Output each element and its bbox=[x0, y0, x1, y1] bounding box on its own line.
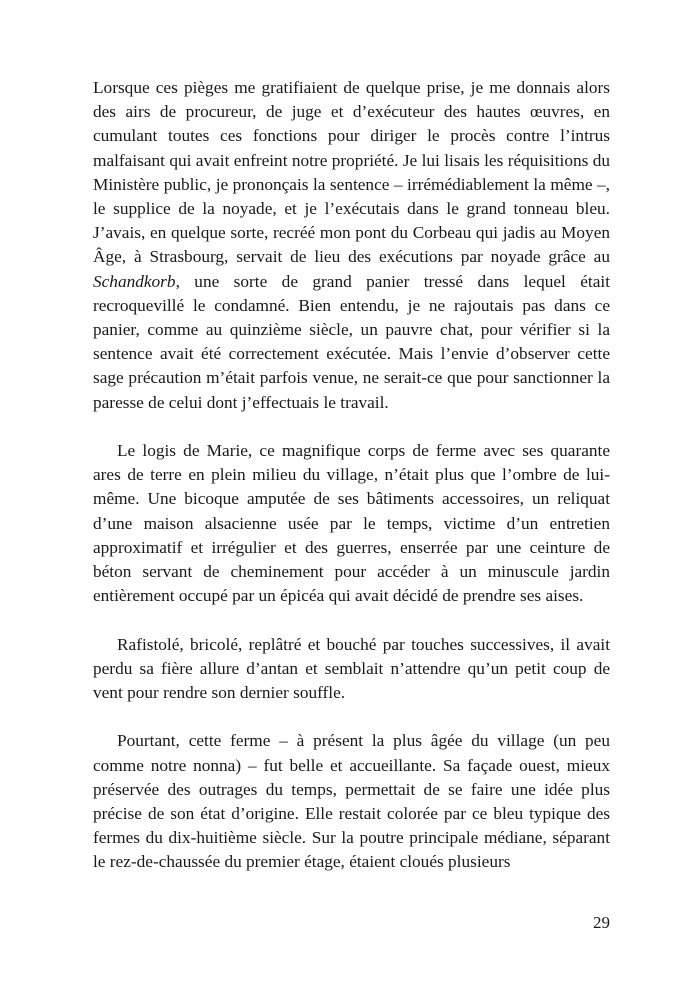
page-number: 29 bbox=[593, 913, 610, 932]
paragraph-1-text-end: , une sorte de grand panier tressé dans lequel était recroquevillé le condamné. Bien entendu, je ne rajoutais pas dans ce panier, comme au quinzième siècle, un pauvre chat, pour vérifier si la sentence avait été correctement exécutée. Mais l’envie d’observer cette sage précaution m’était parfois venue, ne serait-ce que pour sanctionner la paresse de celui dont j’effectuais le travail. bbox=[93, 271, 610, 412]
paragraph-4: Pourtant, cette ferme – à présent la plus âgée du village (un peu comme notre nonna) – fut belle et accueillante. Sa façade ouest, mieux préservée des outrages du temps, permettait de se faire une idée plus précise de son état d’origine. Elle restait colorée par ce bleu typique des fermes du dix-huitième siècle. Sur la poutre principale médiane, séparant le rez-de-chaussée du premier étage, étaient cloués plusieurs bbox=[93, 731, 610, 872]
paragraph-1-italic-term: Schandkorb bbox=[93, 271, 176, 291]
body-text bbox=[93, 76, 610, 899]
paragraph-1-text-start: Lorsque ces pièges me gratifiaient de quelque prise, je me donnais alors des airs de procureur, de juge et d’exécuteur des hautes œuvres, en cumulant toutes ces fonctions pour diriger le procès contre l’intrus malfaisant qui avait enfreint notre propriété. Je lui lisais les réquisitions du Ministère public, je prononçais la sentence – irrémédiablement la même –, le supplice de la noyade, et je l’exécutais dans le grand tonneau bleu. J’avais, en quelque sorte, recréé mon pont du Corbeau qui jadis au Moyen Âge, à Strasbourg, servait de lieu des exécutions par noyade grâce au bbox=[93, 78, 610, 267]
paragraph-2: Le logis de Marie, ce magnifique corps de ferme avec ses quarante ares de terre en plein milieu du village, n’était plus que l’ombre de lui-même. Une bicoque amputée de ses bâtiments accessoires, un reliquat d’une maison alsacienne usée par le temps, victime d’un entretien approximatif et irrégulier et des guerres, enserrée par une ceinture de béton servant de cheminement pour accéder à un minuscule jardin entièrement occupé par un épicéa qui avait décidé de prendre ses aises. bbox=[93, 441, 610, 606]
paragraph-1 bbox=[93, 76, 610, 415]
paragraph-3: Rafistolé, bricolé, replâtré et bouché par touches successives, il avait perdu sa fière allure d’antan et semblait n’attendre qu’un petit coup de vent pour rendre son dernier souffle. bbox=[93, 634, 610, 703]
